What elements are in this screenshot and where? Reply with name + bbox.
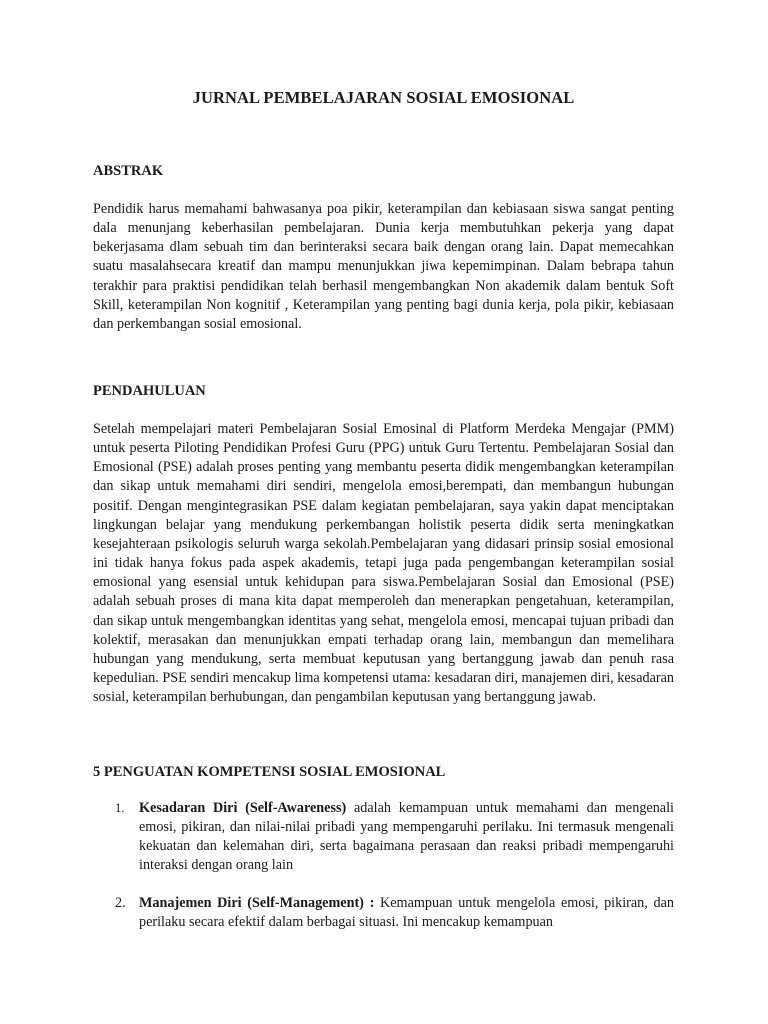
abstract-heading: ABSTRAK <box>93 163 164 179</box>
competency-list <box>93 799 674 932</box>
list-item-text: Kemampuan untuk mengelola emosi, pikiran, dan perilaku secara efektif dalam berbagai situasi. Ini mencakup kemampuan <box>139 894 674 930</box>
competencies-heading: 5 PENGUATAN KOMPETENSI SOSIAL EMOSIONAL <box>93 764 446 780</box>
introduction-paragraph: Setelah mempelajari materi Pembelajaran Sosial Emosinal di Platform Merdeka Mengajar (PMM) untuk peserta Piloting Pendidikan Profesi Guru (PPG) untuk Guru Tertentu. Pembelajaran Sosial dan Emosional (PSE) adalah proses penting yang membantu peserta didik mengembangkan keterampilan dan sikap untuk memahami diri sendiri, mengelola emosi,berempati, dan membangun hubungan positif. Dengan mengintegrasikan PSE dalam kegiatan pembelajaran, saya yakin dapat menciptakan lingkungan belajar yang mendukung perkembangan holistik peserta didik serta meningkatkan kesejahteraan psikologis seluruh warga sekolah.Pembelajaran yang didasari prinsip sosial emosional ini tidak hanya fokus pada aspek akademis, tetapi juga pada pengembangan keterampilan sosial emosional yang esensial untuk kehidupan para siswa.Pembelajaran Sosial dan Emosional (PSE) adalah sebuah proses di mana kita dapat memperoleh dan menerapkan pengetahuan, keterampilan, dan sikap untuk mengembangkan identitas yang sehat, mengelola emosi, mencapai tujuan pribadi dan kolektif, merasakan dan menunjukkan empati terhadap orang lain, membangun dan memelihara hubungan yang mendukung, serta membuat keputusan yang bertanggung jawab dan penuh rasa kepedulian. PSE sendiri mencakup lima kompetensi utama: kesadaran diri, manajemen diri, kesadaran sosial, keterampilan berhubungan, dan pengambilan keputusan yang bertanggung jawab. <box>93 421 674 706</box>
list-item <box>93 894 674 932</box>
list-item-term: Manajemen Diri (Self-Management) : <box>139 894 375 911</box>
list-item-term: Kesadaran Diri (Self-Awareness) <box>139 800 347 816</box>
list-item-number: 1. <box>115 801 125 815</box>
introduction-heading: PENDAHULUAN <box>93 383 206 399</box>
list-item-number: 2. <box>115 894 126 911</box>
document-title: JURNAL PEMBELAJARAN SOSIAL EMOSIONAL <box>192 88 575 107</box>
list-item-text: adalah kemampuan untuk memahami dan mengenali emosi, pikiran, dan nilai-nilai pribadi yang mempengaruhi perilaku. Ini termasuk mengenali kekuatan dan kelemahan diri, serta bagaimana perasaan dan reaksi pribadi mempengaruhi interaksi dengan orang lain <box>139 800 674 874</box>
abstract-paragraph: Pendidik harus memahami bahwasanya poa pikir, keterampilan dan kebiasaan siswa sangat penting dala menunjang keberhasilan pembelajaran. Dunia kerja membutuhkan pekerja yang dapat bekerjasama dlam sebuah tim dan berinteraksi secara baik dengan orang lain. Dapat memecahkan suatu masalahsecara kreatif dan mampu menunjukkan jiwa kepemimpinan. Dalam bebrapa tahun terakhir para praktisi pendidikan telah berhasil mengembangkan Non akademik dalam bentuk Soft Skill, keterampilan Non kognitif , Keterampilan yang penting bagi dunia kerja, pola pikir, kebiasaan dan perkembangan sosial emosional. <box>93 201 674 332</box>
list-item <box>93 799 674 876</box>
